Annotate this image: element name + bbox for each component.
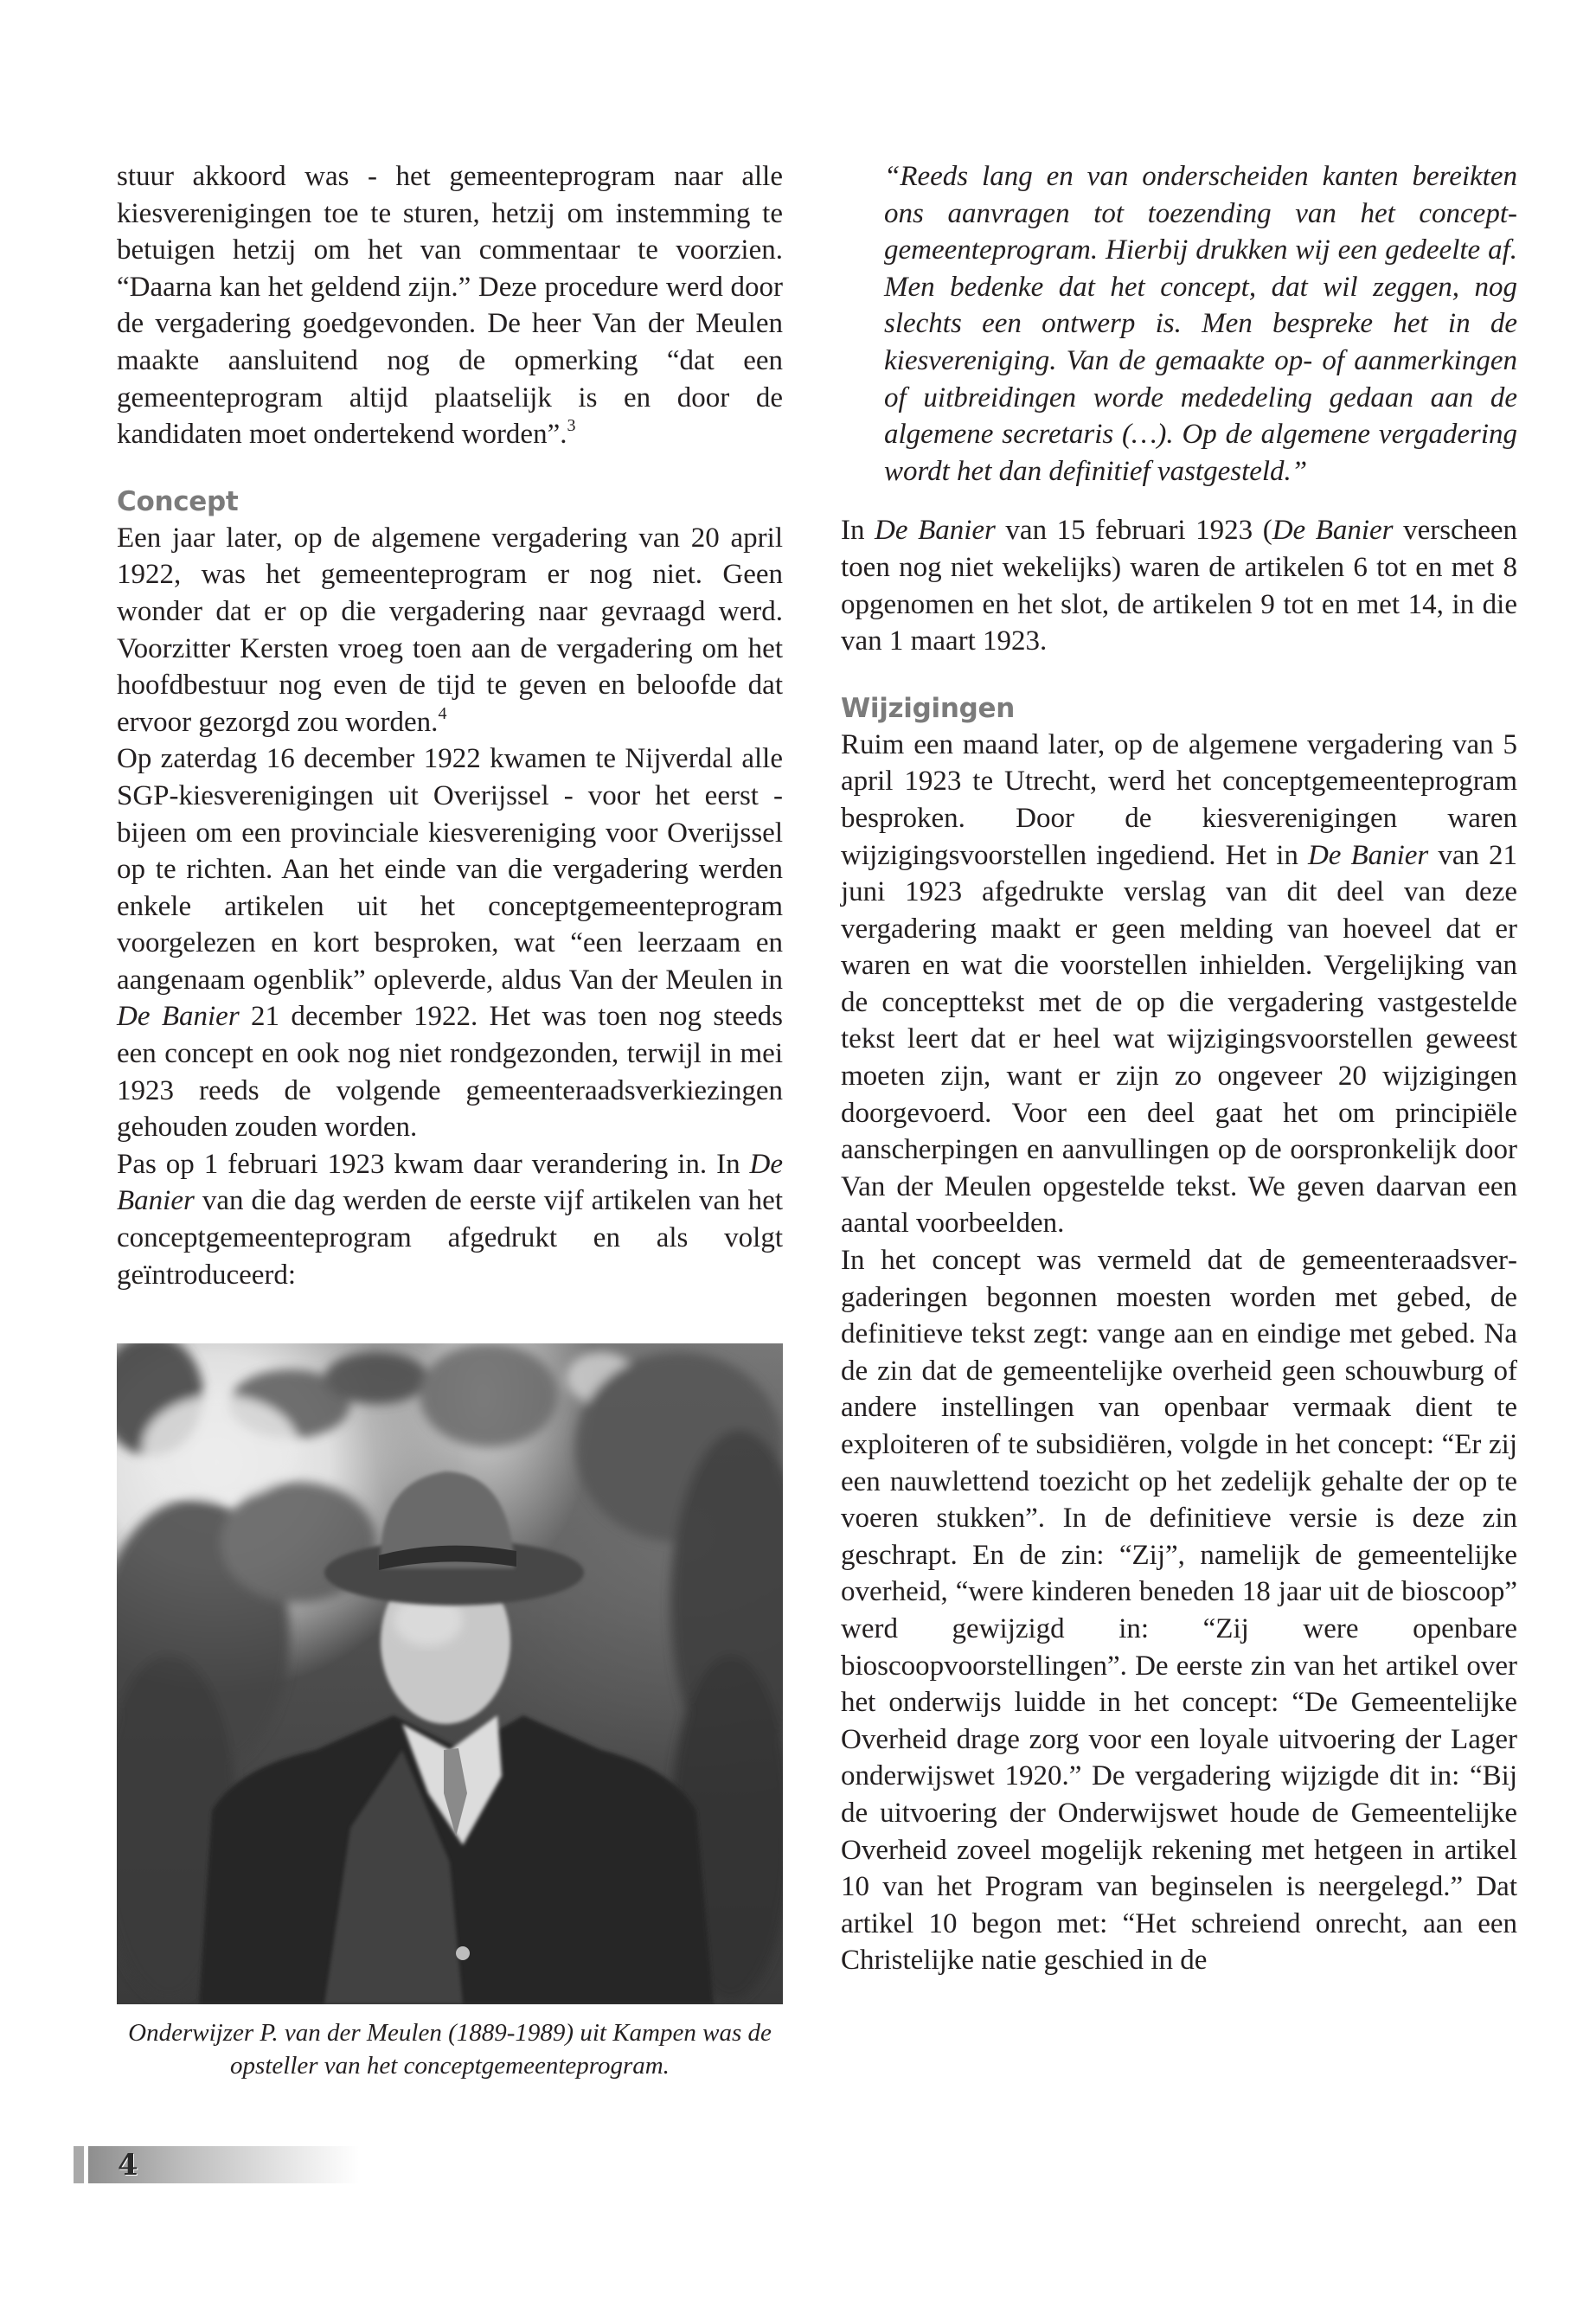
page-footer bbox=[74, 2146, 359, 2183]
portrait-illustration bbox=[117, 1343, 783, 2004]
footer-stripe bbox=[74, 2146, 84, 2183]
left-column bbox=[117, 158, 783, 2082]
page-number: 4 bbox=[118, 2148, 138, 2182]
paragraph: In het concept was vermeld dat de gemeenteraadsvergaderingen begonnen moesten worden met gebed, de definitieve tekst zegt: vange aan en eindige met gebed. Na de zin dat de gemeentelijke overheid geen schouwburg of andere instellingen van openbaar vermaak dient te exploiteren of te subsidiëren, volgde in het concept: “Er zij een nauwlettend toezicht op het zedelijk gehalte der op te voeren stukken”. In de definitieve versie is deze zin geschrapt. En de zin: “Zij”, namelijk de gemeentelijke overheid, “were kinderen beneden 18 jaar uit de bioscoop” werd gewijzigd in: “Zij were openbare bioscoopvoorstellingen”. De eerste zin van het artikel over het onderwijs luidde in het concept: “De Gemeentelijke Overheid drage zorg voor een loyale uitvoering der Lager onderwijswet 1920.” De vergadering wijzigde dit in: “Bij de uitvoering der Onderwijswet houde de Gemeentelijke Overheid zoveel mogelijk rekening met hetgeen in artikel 10 van het Program van beginselen is neergelegd.” Dat artikel 10 begon met: “Het schreiend onrecht, aan een Christelijke natie geschied in de bbox=[841, 1245, 1517, 1977]
paragraph: Op zaterdag 16 december 1922 kwamen te Nijverdal alle SGP-kiesverenigingen uit Overijssel - voor het eerst - bijeen om een provinciale kiesvereniging voor Overijssel op te richten. Aan het einde van die vergadering werden enkele artikelen uit het conceptgemeenteprogram voorgelezen en kort besproken, wat “een leerzaam en aangenaam ogenblik” opleverde, aldus Van der Meulen in De Banier 21 december 1922. Het was toen nog steeds een concept en ook nog niet rondgezonden, terwijl in mei 1923 reeds de volgende gemeenteraadsverkiezingen gehouden zouden worden. bbox=[117, 743, 784, 1144]
paragraph: Een jaar later, op de algemene vergadering van 20 april 1922, was het gemeenteprogram er nog niet. Geen wonder dat er op die vergadering naar gevraagd werd. Voorzitter Kersten vroeg toen aan de vergadering om het hoofdbestuur nog even de tijd te geven en beloofde dat ervoor gezorgd zou worden.$^4$ bbox=[117, 522, 783, 738]
publication-title: De Banier bbox=[1272, 515, 1394, 547]
publication-title: De Banier bbox=[117, 1148, 783, 1217]
footnote-marker[interactable]: 4 bbox=[438, 703, 447, 723]
block-quote: “Reeds lang en van onderscheiden kanten bereikten ons aanvragen tot toezending van het conceptgemeenteprogram. Hierbij drukken wij een gedeelte af. Men bedenke dat het concept, dat wil zeggen, nog slechts een ontwerp is. Men bespreke het in de kiesvereniging. Van de gemaakte op- of aanmerkingen of uitbreidingen worde mededeling gedaan aan de algemene secretaris (…). Op de algemene vergadering wordt het dan definitief vastgesteld.” bbox=[884, 161, 1517, 487]
publication-title: De Banier bbox=[1307, 839, 1429, 871]
right-column bbox=[841, 158, 1517, 1979]
portrait-photo bbox=[117, 1343, 783, 2004]
footnote-marker[interactable]: 3 bbox=[567, 416, 576, 436]
publication-title: De Banier bbox=[875, 515, 996, 547]
paragraph: Ruim een maand later, op de algemene vergadering van 5 april 1923 te Utrecht, werd het conceptgemeenteprogram besproken. Door de kiesverenigingen waren wijzigingsvoorstellen ingediend. Het in De Banier van 21 juni 1923 afgedrukte verslag van dit deel van deze vergadering maakt er geen melding van hoeveel dat er waren en wat die voorstellen inhielden. Vergelijking van de concepttekst met de op die vergadering vastgestelde tekst leert dat er heel wat wijzigingsvoorstellen geweest moeten zijn, want er zijn zo ongeveer 20 wijzigingen doorgevoerd. Voor een deel gaat het om principiële aanscherpingen en aanvullingen op de oorspronkelijk door Van der Meulen opgestelde tekst. We geven daarvan een aantal voorbeelden. bbox=[841, 728, 1517, 1240]
section-heading-concept: Concept bbox=[117, 485, 239, 517]
section-heading-wijzigingen: Wijzigingen bbox=[841, 692, 1015, 724]
paragraph: Pas op 1 februari 1923 kwam daar verandering in. In De Banier van die dag werden de eerste vijf artikelen van het conceptgemeenteprogram afgedrukt en als volgt geïntroduceerd: bbox=[117, 1148, 783, 1291]
photo-caption: Onderwijzer P. van der Meulen (1889-1989) uit Kampen was de opsteller van het conceptgemeenteprogram. bbox=[128, 2019, 772, 2080]
paragraph: In De Banier van 15 februari 1923 (De Banier verscheen toen nog niet wekelijks) waren de artikelen 6 tot en met 8 opgenomen en het slot, de artikelen 9 tot en met 14, in die van 1 maart 1923. bbox=[841, 515, 1517, 657]
paragraph: stuur akkoord was - het gemeenteprogram naar alle kiesverenigingen toe te sturen, hetzij om instemming te betuigen hetzij om het van commentaar te voorzien. “Daarna kan het geldend zijn.” Deze procedure werd door de vergadering goedgevonden. De heer Van der Meulen maakte aansluitend nog de opmerking “dat een gemeenteprogram altijd plaatselijk is en door de kandidaten moet ondertekend worden”.$^3$ bbox=[117, 161, 783, 451]
portrait-figure bbox=[117, 1343, 783, 2082]
publication-title: De Banier bbox=[117, 1001, 240, 1033]
